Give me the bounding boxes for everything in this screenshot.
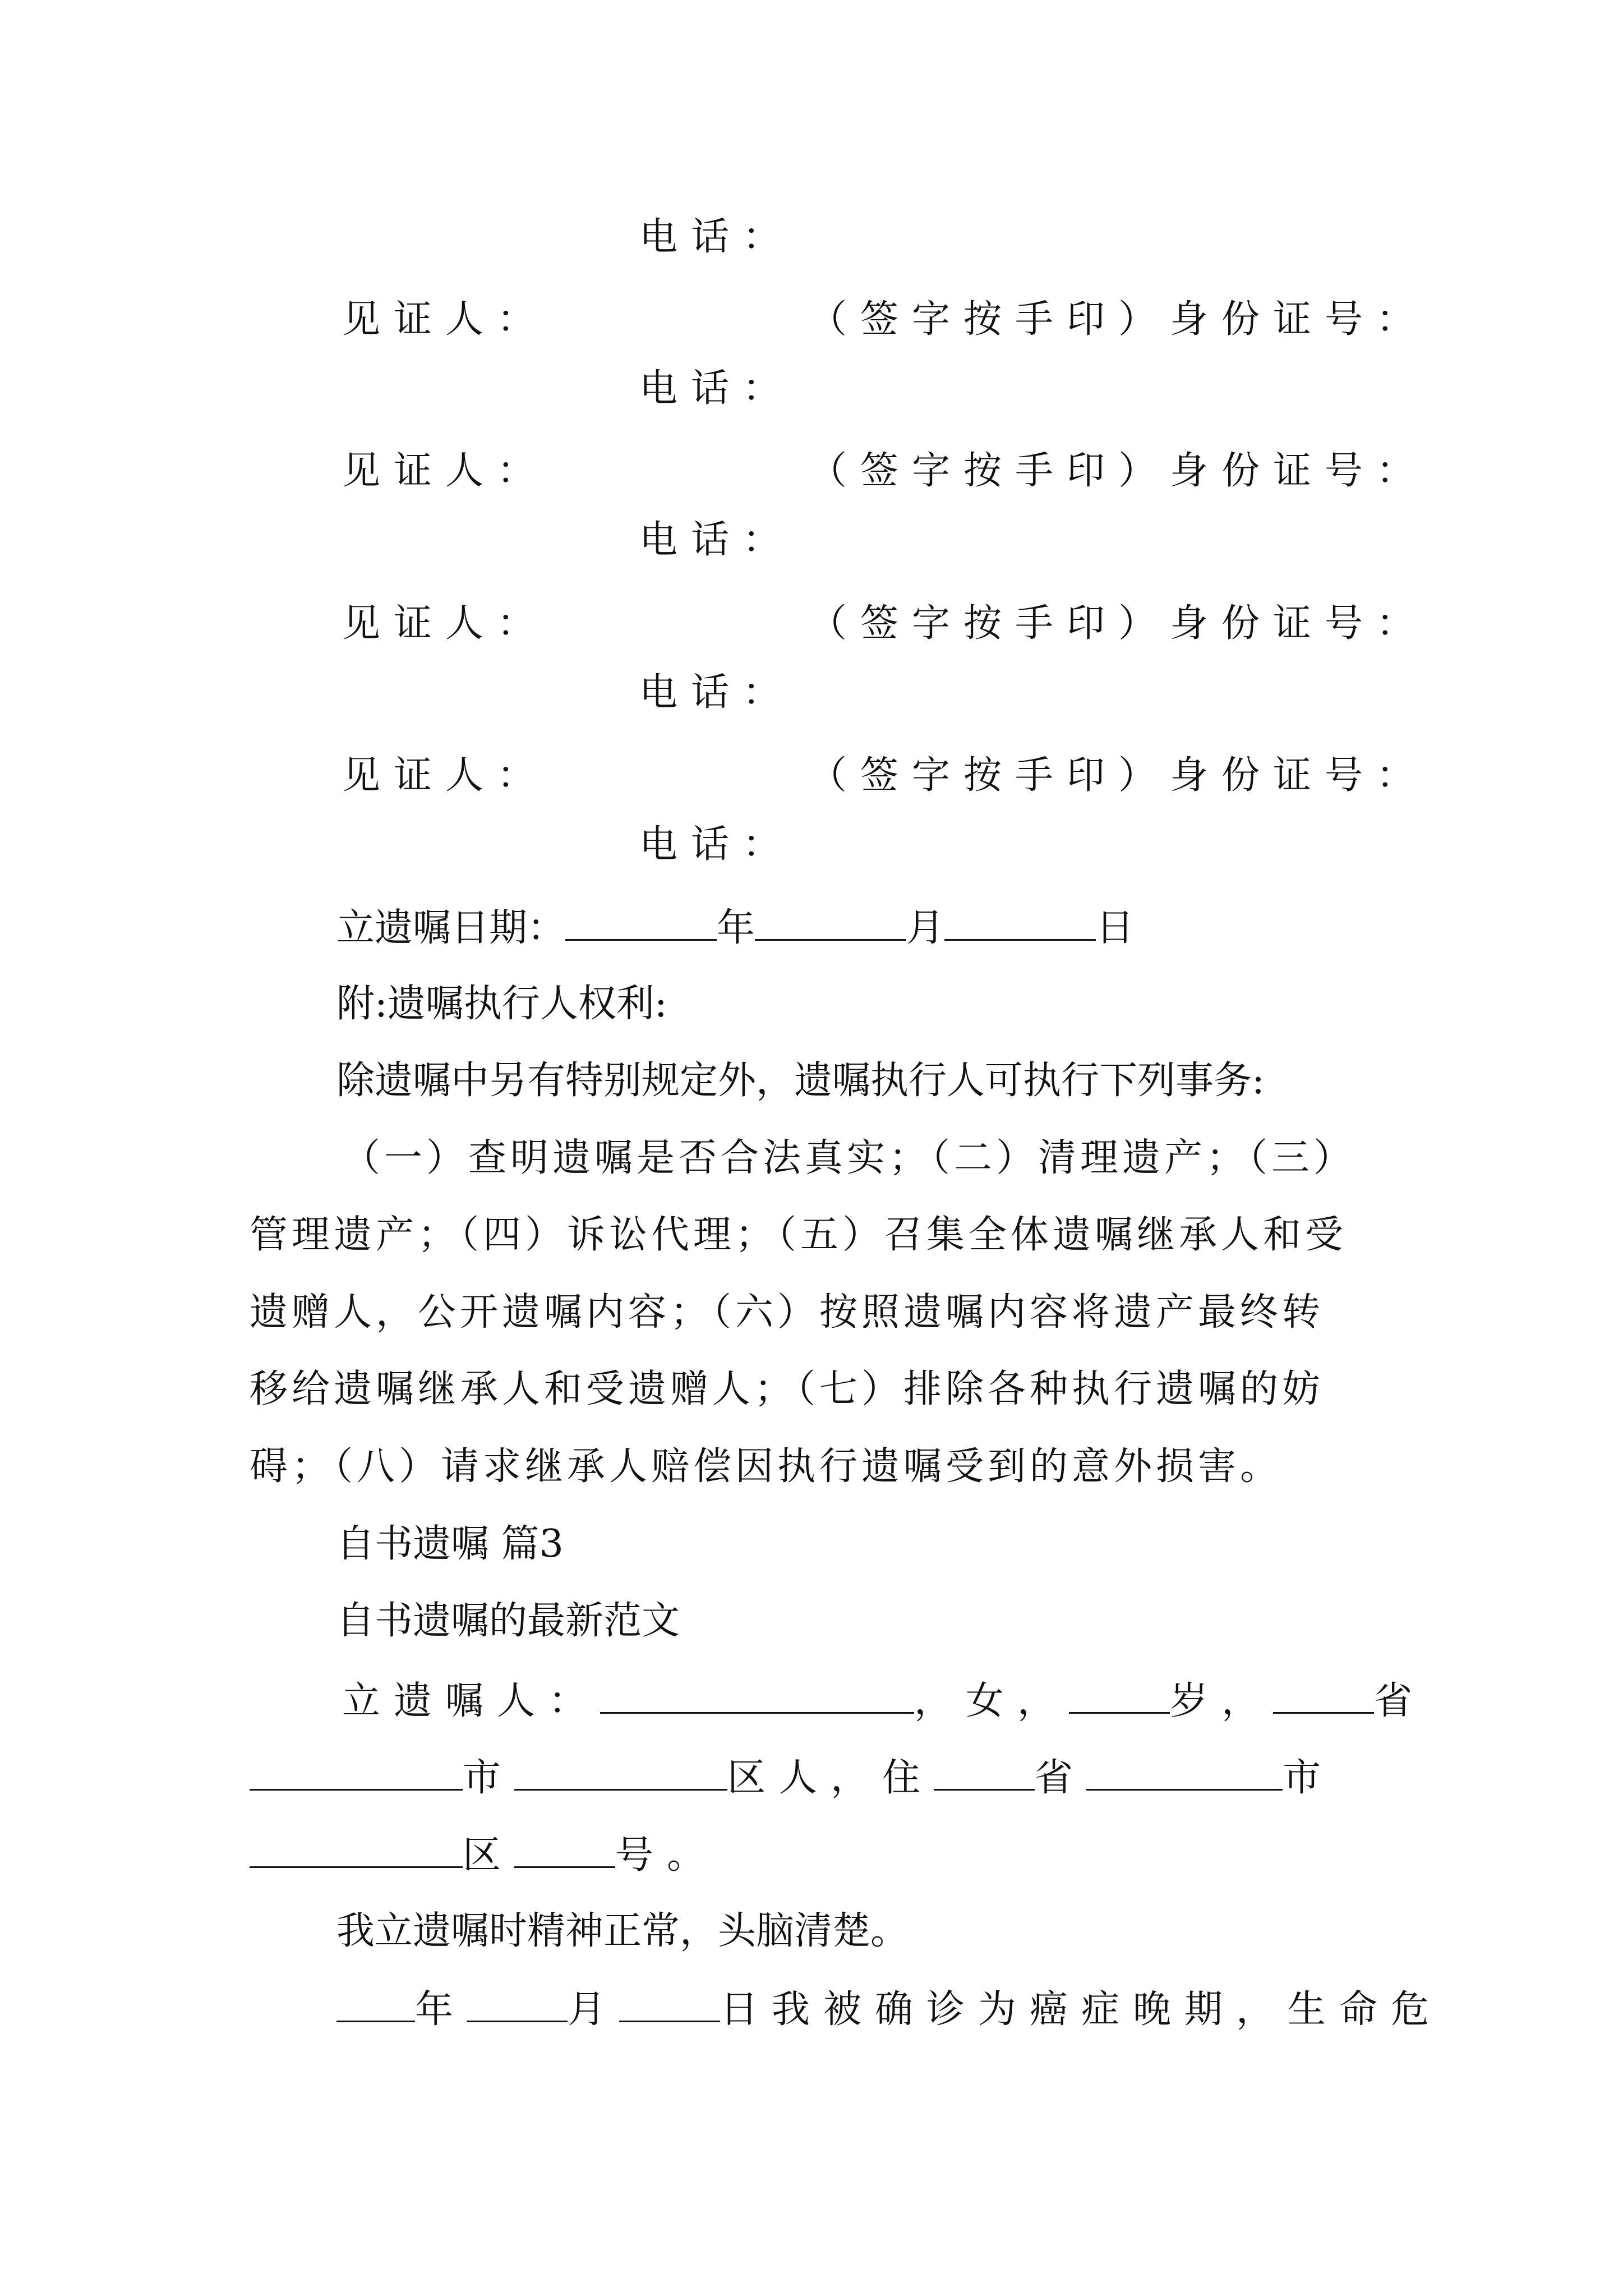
residence-city-blank[interactable] [1086,1754,1283,1791]
signature-id-label: （签字按手印）身份证号： [809,449,1428,493]
section-heading: 自书遗嘱 篇3 [336,1522,564,1566]
residence-province-blank[interactable] [934,1754,1035,1791]
residence-district-blank[interactable] [250,1832,463,1868]
diagnosis-month-blank[interactable] [467,1986,568,2022]
sanity-statement: 我立遗嘱时精神正常，头脑清楚。 [336,1909,909,1953]
witness-label: 见证人： [342,449,549,493]
city-blank[interactable] [250,1754,463,1791]
district-blank[interactable] [514,1754,727,1791]
witness-label: 见证人： [342,601,549,646]
signature-id-label: （签字按手印）身份证号： [809,753,1428,798]
appendix-intro: 除遗嘱中另有特别规定外，遗嘱执行人可执行下列事务: [336,1059,1265,1103]
section-subtitle: 自书遗嘱的最新范文 [336,1599,680,1643]
province-blank[interactable] [1273,1677,1374,1714]
appendix-item-line: （一）查明遗嘱是否合法真实；（二）清理遗产；（三） [342,1136,1356,1180]
phone-label: 电话： [639,215,795,259]
will-date-label: 立遗嘱日期： [336,906,566,950]
month-blank[interactable] [755,904,906,941]
appendix-item-line: 遗赠人，公开遗嘱内容；（六）按照遗嘱内容将遗产最终转 [250,1290,1325,1335]
phone-label: 电话： [639,518,795,562]
phone-label: 电话： [639,670,795,715]
day-blank[interactable] [944,904,1096,941]
signature-id-label: （签字按手印）身份证号： [809,297,1428,342]
appendix-item-line: 碍；（八）请求继承人赔偿因执行遗嘱受到的意外损害。 [250,1444,1283,1489]
age-blank[interactable] [1069,1677,1170,1714]
testator-label: 立遗嘱人： [342,1679,601,1723]
house-number-blank[interactable] [514,1832,615,1868]
signature-id-label: （签字按手印）身份证号： [809,601,1428,646]
appendix-item-line: 移给遗嘱继承人和受遗赠人；（七）排除各种执行遗嘱的妨 [250,1367,1325,1411]
diagnosis-line: 年 月 日我被确诊为癌症晚期，生命危 [336,1986,1442,2032]
testator-name-blank[interactable] [600,1677,914,1714]
witness-label: 见证人： [342,297,549,342]
appendix-item-line: 管理遗产；（四）诉讼代理；（五）召集全体遗嘱继承人和受 [250,1213,1348,1257]
year-blank[interactable] [565,904,717,941]
testator-line: 立遗嘱人： ，女， 岁， 省 [342,1677,1426,1724]
will-date-line: 立遗嘱日期： 年 月 日 [336,904,1134,951]
diagnosis-year-blank[interactable] [336,1986,415,2022]
witness-label: 见证人： [342,753,549,798]
phone-label: 电话： [639,822,795,867]
diagnosis-day-blank[interactable] [619,1986,720,2022]
address-line-2: 区 号。 [250,1832,718,1878]
address-line: 市 区人，住 省 市 [250,1754,1334,1801]
phone-label: 电话： [639,366,795,411]
appendix-title: 附:遗嘱执行人权利: [336,982,667,1026]
